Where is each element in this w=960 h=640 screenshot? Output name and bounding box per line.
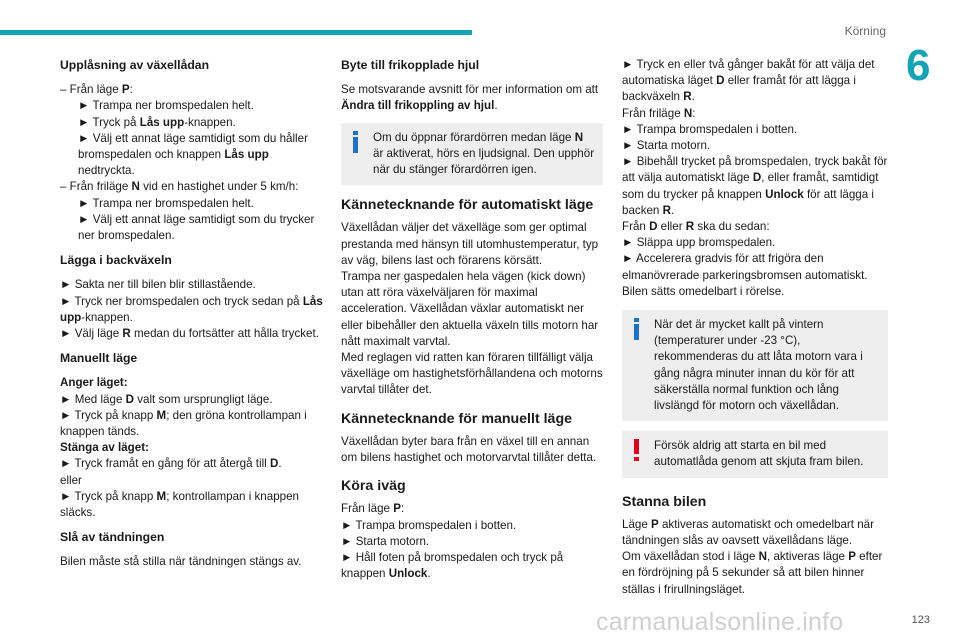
bullet: ► Sakta ner till bilen blir stillastående. xyxy=(60,278,256,292)
bullet: ► Tryck en eller två gånger bakåt för att välja det automatiska läget D eller framåt för att lägga i backväxeln R. xyxy=(622,58,875,104)
bullet: ► Tryck på knapp M; kontrollampan i knappen släcks. xyxy=(60,489,299,520)
heading-auto-mode: Kännetecknande för automatiskt läge xyxy=(341,197,594,214)
bullet: ► Välj ett annat läge samtidigt som du trycker ner bromspedalen. xyxy=(78,212,315,243)
text: Trampa ner gaspedalen hela vägen (kick down) utan att röra växelväljaren för maximal acceleration. Växellådan växlar automatiskt ner eller bibehåller den aktuella växeln tills motorn har nått maximalt varvtal. xyxy=(341,270,599,348)
text: Med reglagen vid ratten kan föraren tillfälligt välja växelläge om hastighetsförhållandena och motorns varvtal tillåter det. xyxy=(341,351,603,397)
text: Från D eller R ska du sedan: xyxy=(622,220,770,234)
bullet: ► Välj läge R medan du fortsätter att hålla trycket. xyxy=(60,327,319,341)
column-1 xyxy=(60,57,324,571)
text: Från friläge N: xyxy=(622,106,696,120)
bullet: ► Välj ett annat läge samtidigt som du håller bromspedalen och knappen Lås upp nedtryckta. xyxy=(78,131,308,178)
warning-icon xyxy=(630,439,644,461)
watermark: carmanualsonline.info xyxy=(596,608,844,636)
text: Från läge P: xyxy=(341,502,405,516)
text: – Från friläge N vid en hastighet under 5 km/h: xyxy=(60,180,299,194)
text: Växellådan väljer det växelläge som ger optimal prestanda med hänsyn till utomhustemperatur, typ av väg, bilens last och förarens körsätt. xyxy=(341,221,599,267)
heading-stop: Stanna bilen xyxy=(622,493,707,510)
header-accent-bar xyxy=(0,30,472,35)
text: Se motsvarande avsnitt för mer information om att Ändra till frikoppling av hjul. xyxy=(341,83,599,113)
info-icon xyxy=(349,131,363,153)
bullet: ► Håll foten på bromspedalen och tryck på knappen Unlock. xyxy=(341,551,564,581)
subheading: Stänga av läget: xyxy=(60,441,149,455)
info-icon xyxy=(630,318,644,340)
chapter-number: 6 xyxy=(906,41,931,90)
column-3 xyxy=(622,57,888,598)
info-note: När det är mycket kallt på vintern (temperaturer under -23 °C), rekommenderas du att låta motorn vara i gång några minuter innan du kör för att säkerställa normal funktion och lång livslängd för motorn och växellådan. xyxy=(622,310,888,421)
heading-drive-off: Köra iväg xyxy=(341,478,406,495)
text: Växellådan byter bara från en växel till en annan om bilens hastighet och motorvarvtal tillåter detta. xyxy=(341,434,597,465)
heading-unlock: Upplåsning av växellådan xyxy=(60,58,210,72)
bullet: ► Trampa ner bromspedalen helt. xyxy=(78,196,254,210)
bullet: ► Starta motorn. xyxy=(622,139,711,153)
bullet: ► Trampa ner bromspedalen helt. xyxy=(78,99,254,113)
column-2 xyxy=(341,57,603,582)
bullet: ► Trampa bromspedalen i botten. xyxy=(341,518,517,532)
heading-ignition: Slå av tändningen xyxy=(60,530,165,545)
heading-reverse: Lägga i backväxeln xyxy=(60,253,172,268)
page-number: 123 xyxy=(911,614,930,626)
bullet: ► Trampa bromspedalen i botten. xyxy=(622,122,798,136)
bullet: ► Tryck framåt en gång för att återgå till D. xyxy=(60,457,282,471)
bullet: ► Starta motorn. xyxy=(341,534,430,548)
subheading: Anger läget: xyxy=(60,376,128,390)
text: – Från läge P: xyxy=(60,83,133,97)
bullet: ► Tryck på knapp M; den gröna kontrollampan i knappen tänds. xyxy=(60,408,307,439)
bullet: ► Tryck på Lås upp-knappen. xyxy=(78,115,236,129)
bullet: ► Släppa upp bromspedalen. xyxy=(622,236,776,250)
section-title: Körning xyxy=(844,24,886,38)
warning-note: Försök aldrig att starta en bil med automatlåda genom att skjuta fram bilen. xyxy=(622,431,888,477)
heading-freewheel: Byte till frikopplade hjul xyxy=(341,58,480,72)
heading-manual: Manuellt läge xyxy=(60,351,138,366)
heading-manual-mode: Kännetecknande för manuellt läge xyxy=(341,410,572,427)
text: Bilen sätts omedelbart i rörelse. xyxy=(622,284,785,298)
bullet: ► Med läge D valt som ursprungligt läge. xyxy=(60,392,273,406)
text: eller xyxy=(60,473,82,487)
bullet: ► Tryck ner bromspedalen och tryck sedan på Lås upp-knappen. xyxy=(60,294,323,324)
info-note: Om du öppnar förardörren medan läge N är aktiverat, hörs en ljudsignal. Den upphör när du stänger förardörren igen. xyxy=(341,123,603,186)
bullet: ► Bibehåll trycket på bromspedalen, tryck bakåt för att välja automatiskt läge D, eller framåt, samtidigt som du trycker på knappen Unlock för att lägga i backen R. xyxy=(622,155,888,217)
bullet: ► Accelerera gradvis för att frigöra den elmanövrerade parkeringsbromsen automatiskt. xyxy=(622,252,868,282)
text: Läge P aktiveras automatiskt och omedelbart när tändningen slås av oavsett växellådans läge. xyxy=(622,517,874,548)
text: Bilen måste stå stilla när tändningen stängs av. xyxy=(60,555,302,569)
text: Om växellådan stod i läge N, aktiveras läge P efter en fördröjning på 5 sekunder så att bilen hinner ställas i frirullningsläget. xyxy=(622,550,883,596)
